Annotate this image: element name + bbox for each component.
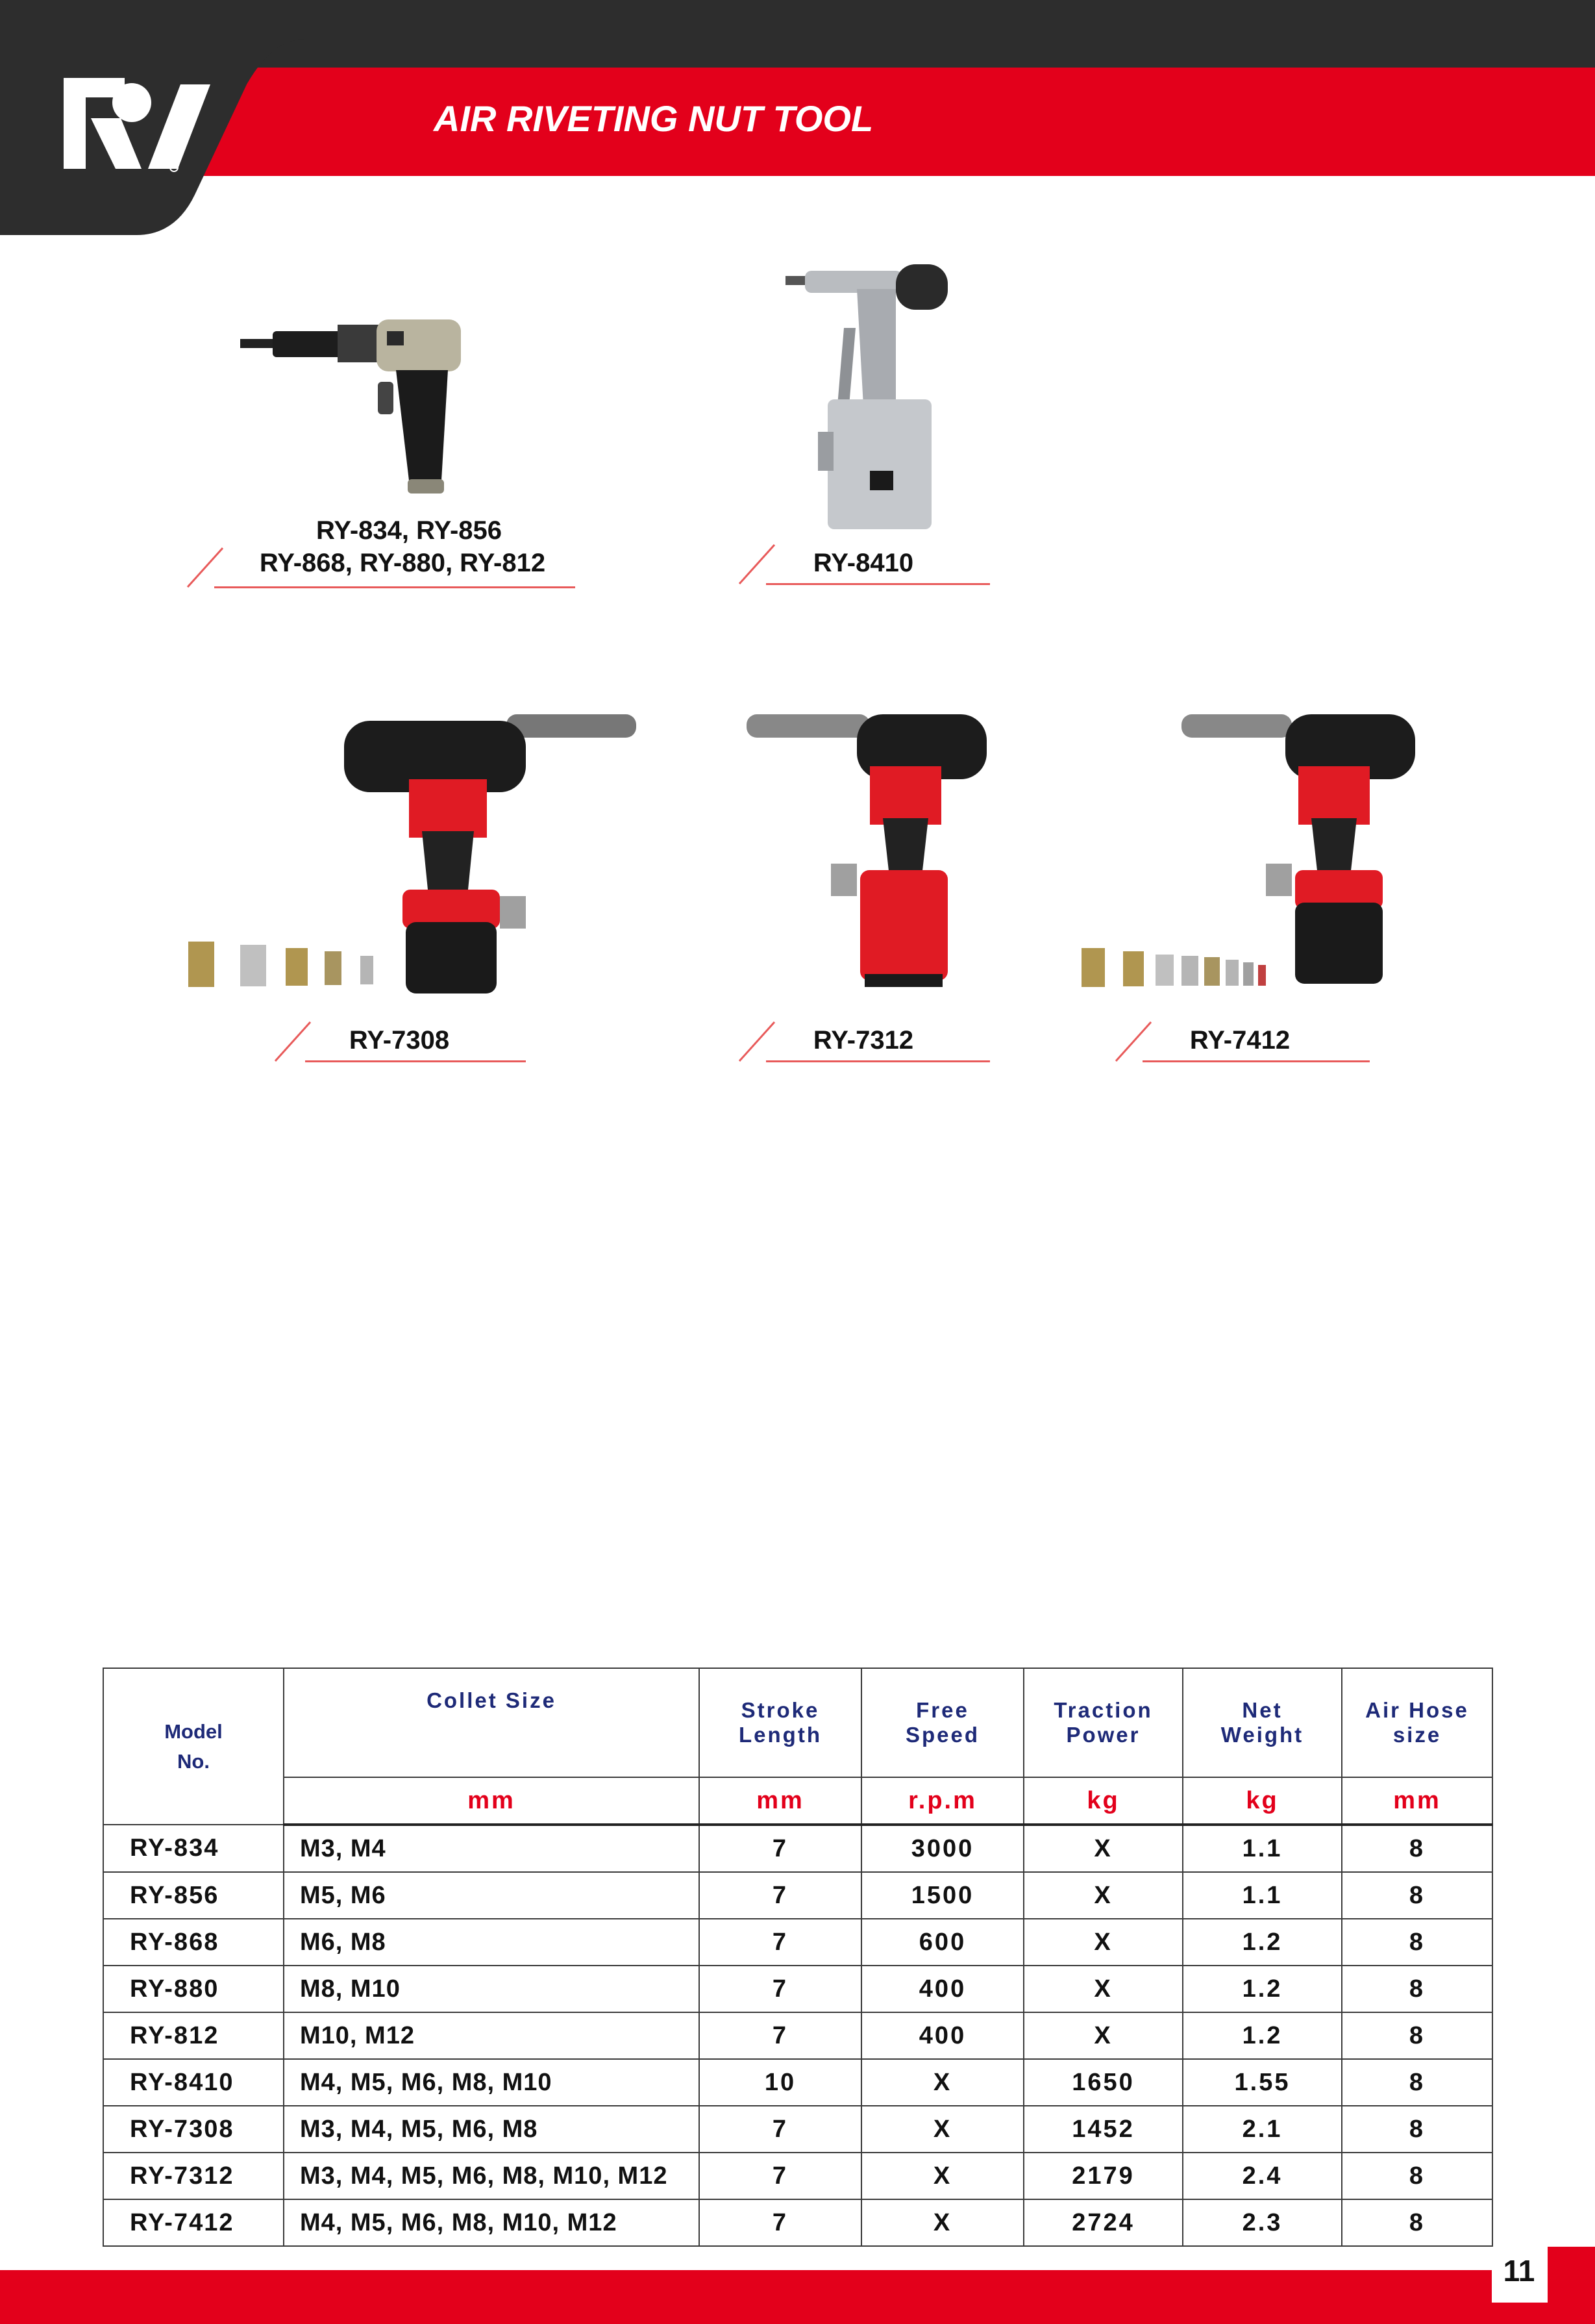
cell-hose: 8 bbox=[1342, 2012, 1492, 2059]
table-row bbox=[103, 1825, 1492, 1872]
product-caption: RY-8410 bbox=[813, 549, 914, 577]
table-row bbox=[103, 2106, 1492, 2153]
cell-weight: 1.1 bbox=[1183, 1872, 1342, 1919]
cell-traction: 2724 bbox=[1024, 2199, 1183, 2246]
black-red-tool-with-nuts-image bbox=[182, 701, 649, 1013]
cell-stroke: 7 bbox=[699, 2012, 861, 2059]
product-caption-line1: RY-834, RY-856 bbox=[315, 516, 502, 545]
cell-hose: 8 bbox=[1342, 2106, 1492, 2153]
cell-hose: 8 bbox=[1342, 2153, 1492, 2199]
cell-stroke: 7 bbox=[699, 1919, 861, 1966]
cell-speed: X bbox=[861, 2153, 1024, 2199]
cell-collet: M6, M8 bbox=[284, 1919, 699, 1966]
cell-collet: M8, M10 bbox=[284, 1966, 699, 2012]
cell-speed: X bbox=[861, 2199, 1024, 2246]
cell-traction: 1650 bbox=[1024, 2059, 1183, 2106]
cell-stroke: 10 bbox=[699, 2059, 861, 2106]
cell-stroke: 7 bbox=[699, 2199, 861, 2246]
black-tool-with-nuts-image bbox=[1071, 701, 1435, 1000]
unit-collet: mm bbox=[284, 1777, 699, 1825]
table-header-row bbox=[103, 1668, 1492, 1777]
cell-traction: 1452 bbox=[1024, 2106, 1183, 2153]
table-unit-row bbox=[103, 1777, 1492, 1825]
caption-underline bbox=[766, 583, 990, 585]
cell-traction: X bbox=[1024, 1966, 1183, 2012]
cell-traction: X bbox=[1024, 1919, 1183, 1966]
cell-hose: 8 bbox=[1342, 1966, 1492, 2012]
cell-traction: 2179 bbox=[1024, 2153, 1183, 2199]
cell-traction: X bbox=[1024, 2012, 1183, 2059]
table-row bbox=[103, 2012, 1492, 2059]
cell-stroke: 7 bbox=[699, 1825, 861, 1872]
cell-collet: M3, M4 bbox=[284, 1825, 699, 1872]
cell-hose: 8 bbox=[1342, 2059, 1492, 2106]
col-header-stroke-line2: Length bbox=[739, 1723, 822, 1747]
cell-weight: 2.1 bbox=[1183, 2106, 1342, 2153]
col-header-model-line2: No. bbox=[177, 1749, 210, 1773]
caption-underline bbox=[766, 1060, 990, 1062]
cell-hose: 8 bbox=[1342, 2199, 1492, 2246]
silver-hydraulic-tool-image bbox=[773, 263, 980, 536]
col-header-speed bbox=[861, 1668, 1024, 1777]
caption-slash-icon bbox=[185, 545, 224, 588]
cell-stroke: 7 bbox=[699, 2106, 861, 2153]
cell-collet: M5, M6 bbox=[284, 1872, 699, 1919]
col-header-model bbox=[103, 1668, 284, 1825]
cell-traction: X bbox=[1024, 1825, 1183, 1872]
caption-slash-icon bbox=[273, 1019, 312, 1062]
cell-stroke: 7 bbox=[699, 1872, 861, 1919]
cell-traction: X bbox=[1024, 1872, 1183, 1919]
cell-speed: 400 bbox=[861, 1966, 1024, 2012]
page-number: 11 bbox=[1503, 2254, 1535, 2288]
product-caption: RY-7308 bbox=[349, 1026, 450, 1055]
cell-speed: 1500 bbox=[861, 1872, 1024, 1919]
cell-collet: M10, M12 bbox=[284, 2012, 699, 2059]
col-header-speed-line1: Free bbox=[916, 1698, 969, 1722]
col-header-weight-line1: Net bbox=[1242, 1698, 1283, 1722]
cell-speed: 3000 bbox=[861, 1825, 1024, 1872]
cell-collet: M4, M5, M6, M8, M10 bbox=[284, 2059, 699, 2106]
caption-underline bbox=[1143, 1060, 1370, 1062]
cell-speed: 600 bbox=[861, 1919, 1024, 1966]
col-header-weight-line2: Weight bbox=[1220, 1723, 1304, 1747]
cell-speed: X bbox=[861, 2059, 1024, 2106]
col-header-weight bbox=[1183, 1668, 1342, 1777]
cell-speed: X bbox=[861, 2106, 1024, 2153]
cell-model: RY-8410 bbox=[103, 2059, 284, 2106]
col-header-traction-line1: Traction bbox=[1054, 1698, 1153, 1722]
footer-red-band bbox=[0, 2270, 1595, 2324]
cell-weight: 1.2 bbox=[1183, 1966, 1342, 2012]
cell-model: RY-7412 bbox=[103, 2199, 284, 2246]
pistol-nut-tool-image bbox=[234, 305, 493, 500]
table-row bbox=[103, 1919, 1492, 1966]
col-header-hose-line2: size bbox=[1392, 1723, 1442, 1747]
cell-weight: 2.4 bbox=[1183, 2153, 1342, 2199]
product-caption-line2: RY-868, RY-880, RY-812 bbox=[259, 549, 546, 577]
cell-weight: 2.3 bbox=[1183, 2199, 1342, 2246]
col-header-hose bbox=[1342, 1668, 1492, 1777]
unit-speed: r.p.m bbox=[861, 1777, 1024, 1825]
cell-collet: M3, M4, M5, M6, M8 bbox=[284, 2106, 699, 2153]
unit-weight: kg bbox=[1183, 1777, 1342, 1825]
caption-slash-icon bbox=[737, 542, 776, 585]
col-header-collet: Collet Size bbox=[284, 1668, 699, 1777]
cell-weight: 1.2 bbox=[1183, 2012, 1342, 2059]
cell-weight: 1.1 bbox=[1183, 1825, 1342, 1872]
cell-hose: 8 bbox=[1342, 1825, 1492, 1872]
caption-underline bbox=[305, 1060, 526, 1062]
cell-speed: 400 bbox=[861, 2012, 1024, 2059]
col-header-model-line1: Model bbox=[164, 1719, 223, 1743]
cell-weight: 1.55 bbox=[1183, 2059, 1342, 2106]
caption-underline bbox=[214, 586, 575, 588]
cell-stroke: 7 bbox=[699, 2153, 861, 2199]
red-tool-image bbox=[740, 701, 987, 1000]
cell-model: RY-868 bbox=[103, 1919, 284, 1966]
cell-model: RY-856 bbox=[103, 1872, 284, 1919]
cell-hose: 8 bbox=[1342, 1872, 1492, 1919]
cell-weight: 1.2 bbox=[1183, 1919, 1342, 1966]
cell-stroke: 7 bbox=[699, 1966, 861, 2012]
col-header-speed-line2: Speed bbox=[905, 1723, 980, 1747]
table-row bbox=[103, 2199, 1492, 2246]
cell-model: RY-7312 bbox=[103, 2153, 284, 2199]
caption-slash-icon bbox=[1113, 1019, 1152, 1062]
page-title: AIR RIVETING NUT TOOL bbox=[434, 98, 874, 139]
table-row bbox=[103, 1966, 1492, 2012]
table-row bbox=[103, 2059, 1492, 2106]
cell-model: RY-7308 bbox=[103, 2106, 284, 2153]
unit-hose: mm bbox=[1342, 1777, 1492, 1825]
table-row bbox=[103, 2153, 1492, 2199]
cell-collet: M3, M4, M5, M6, M8, M10, M12 bbox=[284, 2153, 699, 2199]
cell-hose: 8 bbox=[1342, 1919, 1492, 1966]
col-header-stroke-line1: Stroke bbox=[741, 1698, 820, 1722]
col-header-traction bbox=[1024, 1668, 1183, 1777]
col-header-stroke bbox=[699, 1668, 861, 1777]
cell-model: RY-834 bbox=[103, 1825, 284, 1872]
ry-logo-icon bbox=[64, 71, 219, 175]
product-caption: RY-7412 bbox=[1189, 1026, 1291, 1055]
product-caption: RY-7312 bbox=[813, 1026, 914, 1055]
col-header-traction-line2: Power bbox=[1066, 1723, 1141, 1747]
cell-model: RY-812 bbox=[103, 2012, 284, 2059]
caption-slash-icon bbox=[737, 1019, 776, 1062]
cell-model: RY-880 bbox=[103, 1966, 284, 2012]
col-header-hose-line1: Air Hose bbox=[1365, 1698, 1469, 1722]
spec-table bbox=[103, 1668, 1493, 2247]
table-row bbox=[103, 1872, 1492, 1919]
spec-table-body bbox=[103, 1825, 1492, 2246]
unit-traction: kg bbox=[1024, 1777, 1183, 1825]
cell-collet: M4, M5, M6, M8, M10, M12 bbox=[284, 2199, 699, 2246]
unit-stroke: mm bbox=[699, 1777, 861, 1825]
